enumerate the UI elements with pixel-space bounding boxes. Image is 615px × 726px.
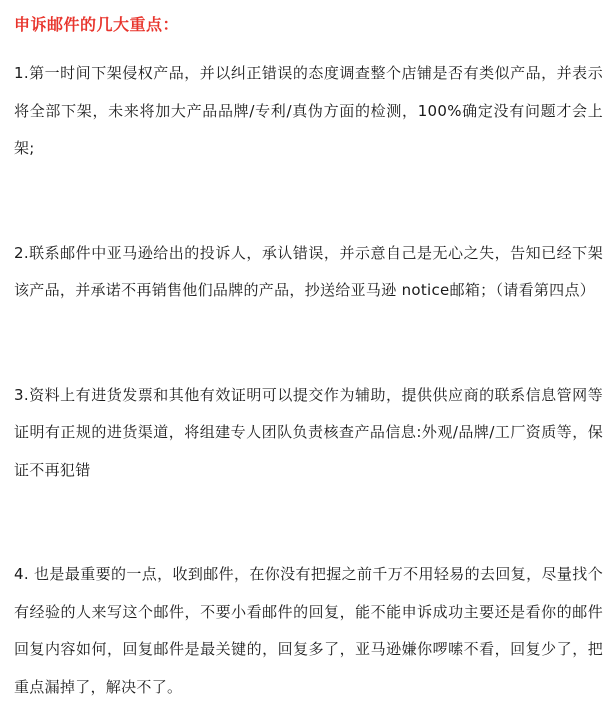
paragraph-point-3: 3.资料上有进货发票和其他有效证明可以提交作为辅助，提供供应商的联系信息管网等证明有正规的进货渠道，将组建专人团队负责核查产品信息:外观/品牌/工厂资质等，保证不再犯错 (14, 385, 603, 479)
document-title: 申诉邮件的几大重点： (14, 15, 180, 34)
paragraph-point-1: 1.第一时间下架侵权产品，并以纠正错误的态度调查整个店铺是否有类似产品，并表示将全部下架，未来将加大产品品牌/专利/真伪方面的检测，100%确定没有问题才会上架; (14, 64, 603, 157)
paragraph-point-2: 2.联系邮件中亚马逊给出的投诉人，承认错误，并示意自己是无心之失，告知已经下架该产品，并承诺不再销售他们品牌的产品，抄送给亚马逊 notice邮箱；（请看第四点） (14, 243, 603, 299)
paragraph-point-4: 4. 也是最重要的一点，收到邮件，在你没有把握之前千万不用轻易的去回复，尽量找个有经验的人来写这个邮件，不要小看邮件的回复，能不能申诉成功主要还是看你的邮件回复内容如何，回复邮件是最关键的，回复多了，亚马逊嫌你啰嗦不看，回复少了，把重点漏掉了，解决不了。 (14, 565, 603, 696)
